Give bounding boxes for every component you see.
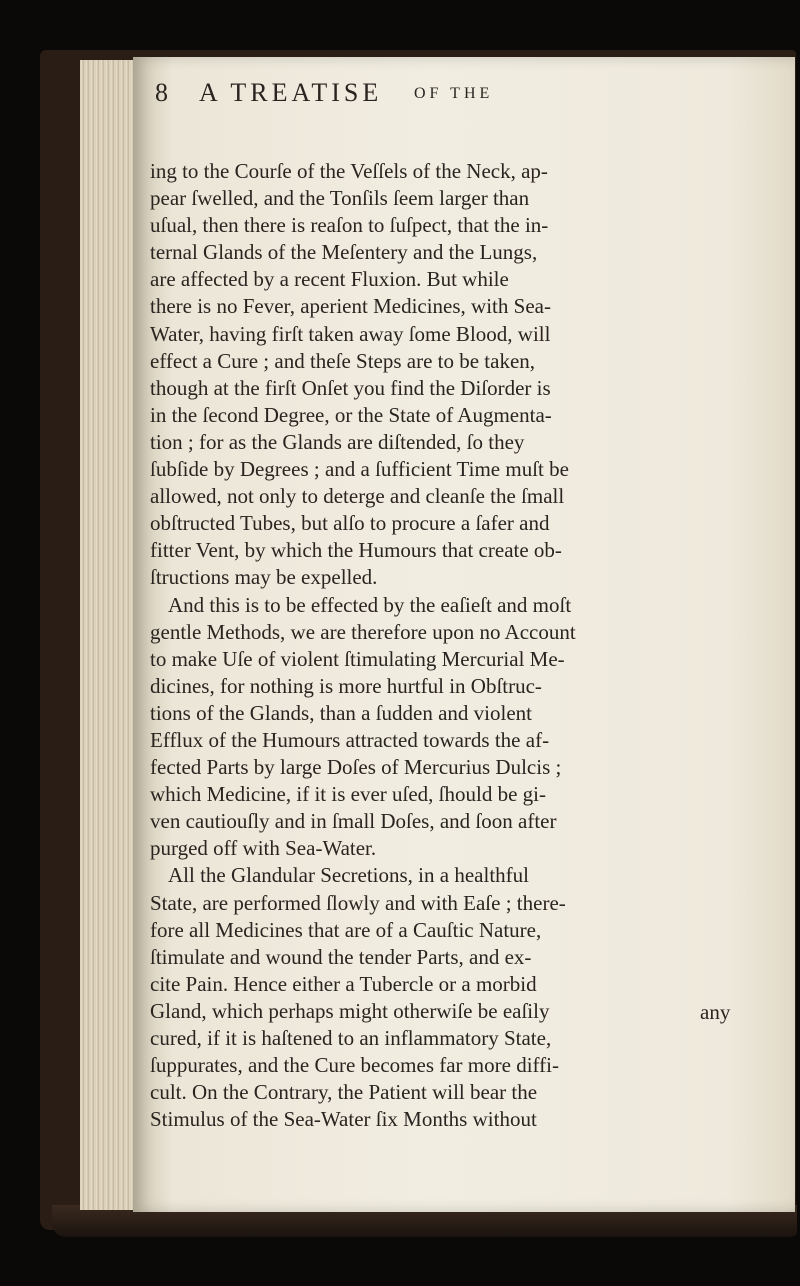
text-line: obſtructed Tubes, but alſo to procure a ſafer and	[150, 511, 550, 536]
body-text	[150, 158, 758, 1133]
text-line: pear ſwelled, and the Tonſils ſeem larger than	[150, 186, 530, 211]
text-line: All the Glandular Secretions, in a healthful	[168, 863, 529, 888]
text-line: Efflux of the Humours attracted towards the af-	[150, 727, 550, 752]
text-line: State, are performed ſlowly and with Eaſe ; there-	[150, 890, 566, 915]
text-line: Stimulus of the Sea-Water ſix Months without	[150, 1107, 537, 1132]
page-number: 8	[155, 78, 168, 107]
text-line: fore all Medicines that are of a Cauſtic Nature,	[150, 917, 542, 942]
text-line: ing to the Courſe of the Veſſels of the Neck, ap-	[150, 159, 548, 183]
text-line: to make Uſe of violent ſtimulating Mercurial Me-	[150, 646, 565, 671]
text-line: And this is to be effected by the eaſieſt and moſt	[168, 592, 572, 617]
text-line: which Medicine, if it is ever uſed, ſhould be gi-	[150, 782, 546, 807]
text-line: fected Parts by large Doſes of Mercurius Dulcis ;	[150, 755, 562, 780]
text-line: tions of the Glands, than a ſudden and violent	[150, 700, 533, 725]
running-head-small: OF THE	[414, 85, 494, 102]
text-line: effect a Cure ; and theſe Steps are to be taken,	[150, 348, 536, 373]
running-head: A TREATISE	[199, 78, 383, 107]
text-line: in the ſecond Degree, or the State of Augmenta-	[150, 402, 552, 427]
text-line: tion ; for as the Glands are diſtended, ſo they	[150, 429, 525, 454]
text-line: are affected by a recent Fluxion. But while	[150, 267, 509, 292]
text-line: ſubſide by Degrees ; and a ſufficient Time muſt be	[150, 457, 569, 482]
text-line: cured, if it is haſtened to an inflammatory State,	[150, 1026, 552, 1050]
text-line: purged off with Sea-Water.	[150, 836, 377, 861]
page-header	[155, 78, 755, 118]
text-line: dicines, for nothing is more hurtful in Obſtruc-	[150, 673, 542, 698]
text-line: cite Pain. Hence either a Tubercle or a morbid	[150, 971, 537, 996]
text-line: there is no Fever, aperient Medicines, with Sea-	[150, 294, 551, 319]
text-line: ternal Glands of the Meſentery and the Lungs,	[150, 240, 538, 265]
text-line: ven cautiouſly and in ſmall Doſes, and ſoon after	[150, 809, 557, 834]
text-line: though at the firſt Onſet you find the Diſorder is	[150, 375, 551, 400]
page-edges	[80, 60, 140, 1210]
text-line: ſuppurates, and the Cure becomes far more diffi-	[150, 1053, 559, 1078]
text-line: ſtructions may be expelled.	[150, 565, 378, 590]
text-line: Gland, which perhaps might otherwiſe be eaſily	[150, 998, 550, 1023]
text-line: ſtimulate and wound the tender Parts, and ex-	[150, 944, 532, 969]
text-line: Water, having firſt taken away ſome Blood, will	[150, 321, 551, 346]
text-line: uſual, then there is reaſon to ſuſpect, that the in-	[150, 213, 549, 238]
text-line: allowed, not only to deterge and cleanſe the ſmall	[150, 484, 565, 509]
text-line: gentle Methods, we are therefore upon no Account	[150, 619, 576, 644]
text-line: fitter Vent, by which the Humours that create ob-	[150, 538, 562, 563]
catchword: any	[700, 1000, 731, 1024]
text-line: cult. On the Contrary, the Patient will bear the	[150, 1080, 538, 1105]
